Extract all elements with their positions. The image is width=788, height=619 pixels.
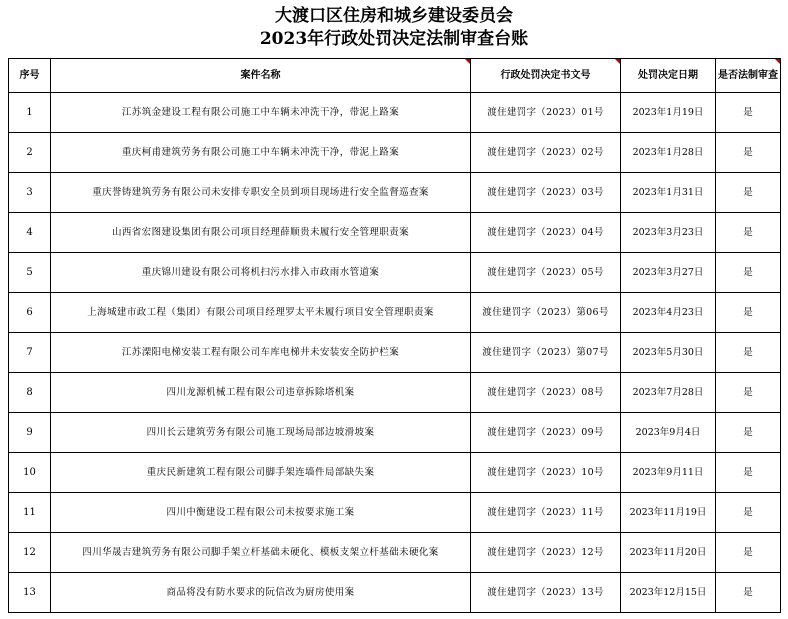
cell-legal-review: 是 bbox=[716, 133, 781, 173]
cell-decision-number: 渡住建罚字（2023）04号 bbox=[471, 213, 621, 253]
title-line-2: 2023年行政处罚决定法制审查台账 bbox=[259, 29, 529, 49]
cell-decision-number: 渡住建罚字（2023）13号 bbox=[471, 573, 621, 613]
cell-decision-number: 渡住建罚字（2023）05号 bbox=[471, 253, 621, 293]
header-index: 序号 bbox=[9, 59, 51, 93]
cell-decision-date: 2023年12月15日 bbox=[621, 573, 716, 613]
table-row bbox=[9, 133, 781, 173]
table-row bbox=[9, 573, 781, 613]
cell-index: 5 bbox=[9, 253, 51, 293]
cell-decision-number: 渡住建罚字（2023）02号 bbox=[471, 133, 621, 173]
table-row bbox=[9, 373, 781, 413]
cell-index: 9 bbox=[9, 413, 51, 453]
cell-decision-number: 渡住建罚字（2023）01号 bbox=[471, 93, 621, 133]
comment-marker bbox=[615, 59, 620, 64]
cell-decision-date: 2023年3月23日 bbox=[621, 213, 716, 253]
cell-case-name: 四川华晟吉建筑劳务有限公司脚手架立杆基础未硬化、模板支架立杆基础未硬化案 bbox=[51, 533, 471, 573]
comment-marker bbox=[775, 59, 780, 64]
cell-decision-number: 渡住建罚字（2023）08号 bbox=[471, 373, 621, 413]
table-row bbox=[9, 453, 781, 493]
cell-index: 2 bbox=[9, 133, 51, 173]
cell-decision-number: 渡住建罚字（2023）09号 bbox=[471, 413, 621, 453]
cell-decision-date: 2023年9月11日 bbox=[621, 453, 716, 493]
cell-decision-date: 2023年3月27日 bbox=[621, 253, 716, 293]
cell-index: 10 bbox=[9, 453, 51, 493]
cell-case-name: 重庆柯甫建筑劳务有限公司施工中车辆未冲洗干净，带泥上路案 bbox=[51, 133, 471, 173]
cell-index: 7 bbox=[9, 333, 51, 373]
table-row bbox=[9, 333, 781, 373]
cell-legal-review: 是 bbox=[716, 453, 781, 493]
cell-legal-review: 是 bbox=[716, 173, 781, 213]
cell-legal-review: 是 bbox=[716, 333, 781, 373]
header-case-name: 案件名称 bbox=[51, 59, 471, 93]
cell-decision-date: 2023年5月30日 bbox=[621, 333, 716, 373]
table-row bbox=[9, 173, 781, 213]
cell-legal-review: 是 bbox=[716, 373, 781, 413]
cell-decision-date: 2023年11月20日 bbox=[621, 533, 716, 573]
cell-case-name: 上海城建市政工程（集团）有限公司项目经理罗太平未履行项目安全管理职责案 bbox=[51, 293, 471, 333]
cell-decision-date: 2023年11月19日 bbox=[621, 493, 716, 533]
cell-decision-date: 2023年1月31日 bbox=[621, 173, 716, 213]
cell-index: 3 bbox=[9, 173, 51, 213]
cell-index: 12 bbox=[9, 533, 51, 573]
cell-case-name: 江苏溧阳电梯安装工程有限公司车库电梯井未安装安全防护栏案 bbox=[51, 333, 471, 373]
cell-decision-date: 2023年1月28日 bbox=[621, 133, 716, 173]
table-row bbox=[9, 213, 781, 253]
cell-case-name: 重庆锦川建设有限公司将机扫污水排入市政雨水管道案 bbox=[51, 253, 471, 293]
header-decision-number: 行政处罚决定书文号 bbox=[471, 59, 621, 93]
cell-case-name: 四川长云建筑劳务有限公司施工现场局部边坡滑坡案 bbox=[51, 413, 471, 453]
cell-legal-review: 是 bbox=[716, 93, 781, 133]
cell-decision-number: 渡住建罚字（2023）10号 bbox=[471, 453, 621, 493]
cell-index: 6 bbox=[9, 293, 51, 333]
table-row bbox=[9, 93, 781, 133]
cell-index: 4 bbox=[9, 213, 51, 253]
cell-index: 8 bbox=[9, 373, 51, 413]
cell-index: 13 bbox=[9, 573, 51, 613]
cell-decision-date: 2023年4月23日 bbox=[621, 293, 716, 333]
table-row bbox=[9, 493, 781, 533]
cell-legal-review: 是 bbox=[716, 533, 781, 573]
cell-decision-date: 2023年7月28日 bbox=[621, 373, 716, 413]
cell-decision-date: 2023年1月19日 bbox=[621, 93, 716, 133]
cell-index: 11 bbox=[9, 493, 51, 533]
table-row bbox=[9, 253, 781, 293]
cell-legal-review: 是 bbox=[716, 213, 781, 253]
comment-marker bbox=[465, 59, 470, 64]
cell-legal-review: 是 bbox=[716, 253, 781, 293]
cell-decision-date: 2023年9月4日 bbox=[621, 413, 716, 453]
cell-case-name: 四川龙源机械工程有限公司违章拆除塔机案 bbox=[51, 373, 471, 413]
cell-decision-number: 渡住建罚字（2023）11号 bbox=[471, 493, 621, 533]
header-row bbox=[9, 59, 781, 93]
cell-case-name: 四川中衡建设工程有限公司未按要求施工案 bbox=[51, 493, 471, 533]
cell-decision-number: 渡住建罚字（2023）12号 bbox=[471, 533, 621, 573]
table-row bbox=[9, 293, 781, 333]
cell-legal-review: 是 bbox=[716, 573, 781, 613]
cell-case-name: 江苏筑金建设工程有限公司施工中车辆未冲洗干净，带泥上路案 bbox=[51, 93, 471, 133]
cell-index: 1 bbox=[9, 93, 51, 133]
cell-case-name: 商品将没有防水要求的阮信改为厨房使用案 bbox=[51, 573, 471, 613]
title-line-1: 大渡口区住房和城乡建设委员会 bbox=[275, 6, 513, 26]
cell-legal-review: 是 bbox=[716, 413, 781, 453]
cell-legal-review: 是 bbox=[716, 293, 781, 333]
cell-decision-number: 渡住建罚字（2023）第06号 bbox=[471, 293, 621, 333]
cell-case-name: 山西省宏图建设集团有限公司项目经理薛顺贵未履行安全管理职责案 bbox=[51, 213, 471, 253]
cell-case-name: 重庆民新建筑工程有限公司脚手架连墙件局部缺失案 bbox=[51, 453, 471, 493]
cell-case-name: 重庆誉铸建筑劳务有限公司未安排专职安全员到项目现场进行安全监督巡查案 bbox=[51, 173, 471, 213]
ledger-table bbox=[8, 58, 781, 613]
table-row bbox=[9, 533, 781, 573]
header-legal-review: 是否法制审查 bbox=[716, 59, 781, 93]
document-title bbox=[0, 0, 788, 51]
cell-legal-review: 是 bbox=[716, 493, 781, 533]
cell-decision-number: 渡住建罚字（2023）03号 bbox=[471, 173, 621, 213]
header-decision-date: 处罚决定日期 bbox=[621, 59, 716, 93]
table-row bbox=[9, 413, 781, 453]
cell-decision-number: 渡住建罚字（2023）第07号 bbox=[471, 333, 621, 373]
